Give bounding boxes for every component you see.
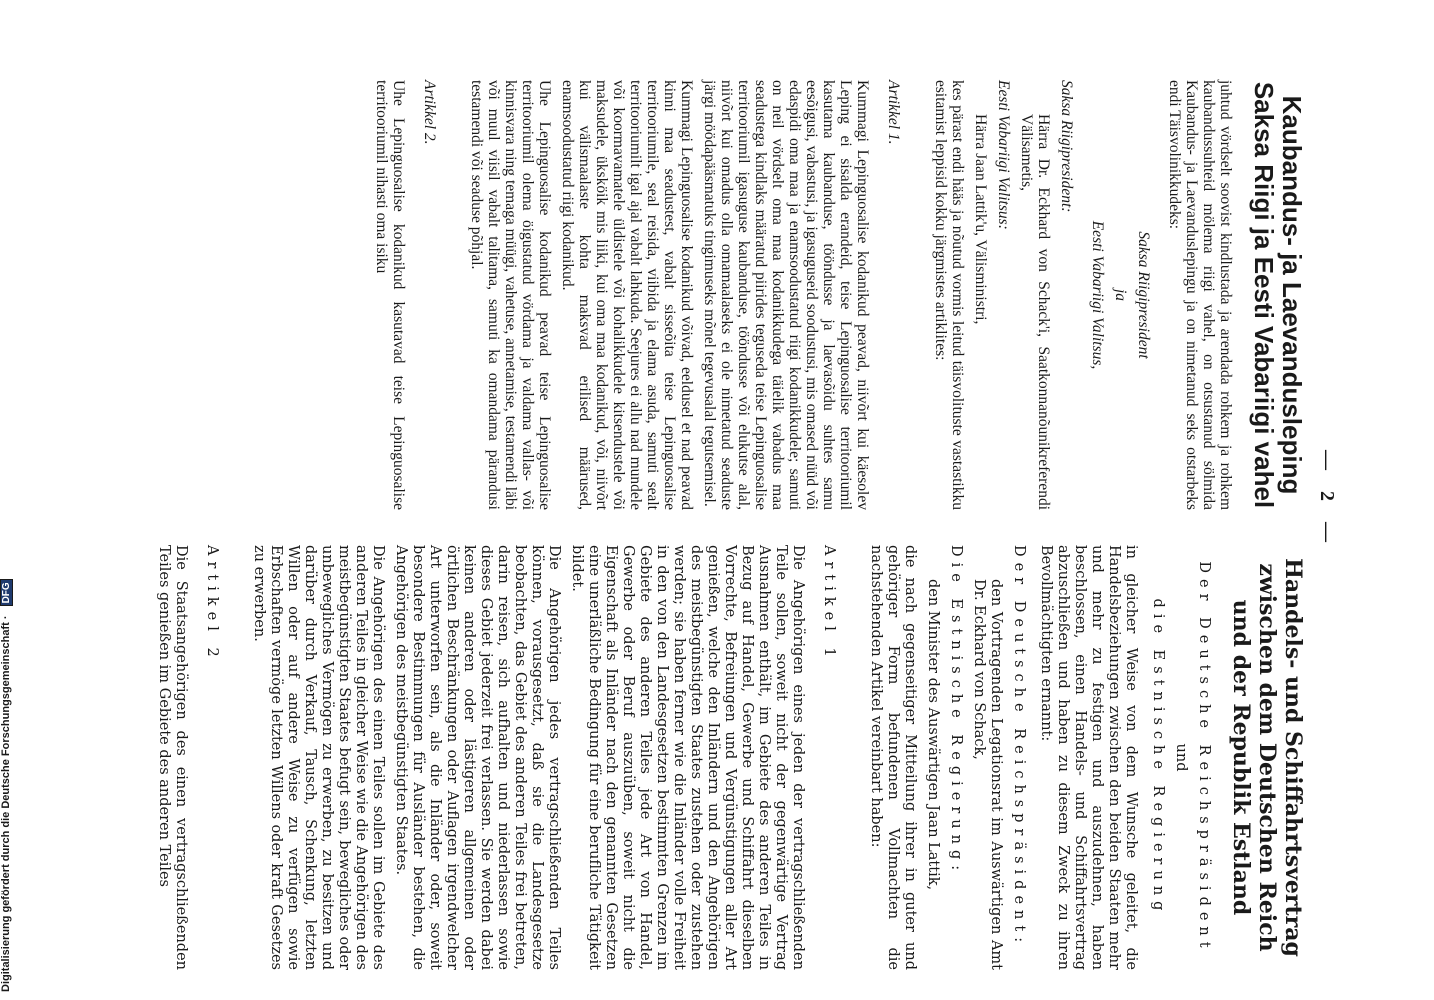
german-rep1-heading: Der Deutsche Reichspräsident: bbox=[1011, 545, 1027, 949]
estonian-rep2-heading: Eesti Vabariigi Valitsus: bbox=[995, 80, 1012, 230]
german-rep2-heading: Die Estnische Regierung: bbox=[948, 545, 964, 877]
german-party-1: Der Deutsche Reichspräsident bbox=[1196, 561, 1212, 954]
german-article-2-para-1: Die Staatsangehörigen des einen vertragschließenden Teiles genießen im Gebiete des anderen Teiles bbox=[156, 545, 189, 970]
german-column bbox=[149, 545, 1306, 970]
german-article-1-para-1: Die Angehörigen eines jeden der vertragschließenden Teile sollen, soweit nicht der gegenwärtige Vertrag Ausnahmen enthält, im Gebiete des anderen Teiles in Bezug auf Handel, Gewerbe und Schiffahrt dieselben Vorrechte, Befreiungen und Vergünstigungen aller Art genießen, welche den Inländern und den Angehörigen des meistbegünstigten Staates zustehen oder zustehen werden; sie haben ferner wie die Inländer volle Freiheit in den von den Landesgesetzen bestimmten Grenzen im Gebiete des anderen Teiles jede Art von Handel, Gewerbe oder Beruf auszuüben, soweit nicht die Eigenschaft als Inländer nach den genannten Gesetzen eine unerläßliche Bedingung für eine berufliche Tätigkeit bildet. bbox=[569, 545, 806, 970]
estonian-article-1-para-2: Kummagi Lepinguosalise kodanikud võivad, eeldusel et nad peavad kinni maa seadustest, vabalt sisseõita teise Lepinguosalise territooriumile, seal reisida, viibida ja elama asuda, samuti sealt territooriumilt igal ajal vabalt lahkuda. Seejures ei allu nad mundele või koormavamatele üldistele või kohalikkudele kitsendustele või maksudele, üksköik mis liiki, kui oma maa kodanikud, või, niivõrt kui välismaalaste kohta maksvad erilised määrused, enamsoodustatud riigi kodanikud. bbox=[559, 80, 695, 510]
estonian-rep2: Härra Jaan Lattik'u, Välisministri, bbox=[972, 114, 989, 325]
estonian-article-2-para-1: Uhe Lepinguosalise kodanikud kasutavad teise Lepinguosalise territooriumil nihasti oma isiku bbox=[373, 80, 407, 510]
estonian-article-2-heading: Artikkel 2. bbox=[421, 80, 438, 145]
estonian-article-1-para-3: Uhe Lepinguosalise kodanikud peavad teise Lepinguosalise territooriumil olema öigustatud vördama ja valdama vallas- või kinnisvara ning temaga müügi, vahetuse, annetamise, testamendi läbi või muul viisil vabalt talitama, samuti ka omandama pärandusi testamendi või seaduse põhjal. bbox=[468, 80, 553, 510]
german-and: und bbox=[1173, 743, 1189, 772]
german-title: Handels- und Schiffahrtsvertrag zwischen dem Deutschen Reich und der Republik Estland bbox=[1228, 558, 1306, 957]
estonian-rep1-heading: Saksa Riigipresident: bbox=[1058, 80, 1075, 213]
estonian-preamble-2: kes pärast endi hääs ja nõutud vormis leitud täisvolituste vastastikku esitamist leppisid kokku järgmistes artiklites: bbox=[932, 80, 966, 510]
german-article-1-para-3: Die Angehörigen des einen Teiles sollen im Gebiete des anderen Teiles in gleicher Weise wie die Angehörigen des meistbegünstigten Staates befugt sein, bewegliches oder unbewegliches Vermögen zu erwerben, zu besitzen und darüber durch Verkauf, Tausch, Schenkung, letzten Willen oder auf andere Weise zu verfügen sowie Erbschaften vermöge letzten Willens oder kraft Gesetzes zu erwerben. bbox=[251, 545, 386, 970]
dfg-logo: DFG bbox=[0, 579, 13, 606]
estonian-rep1: Härra Dr. Eckhard von Schack'i, Saatkonnanõunikreferendi Välisametis, bbox=[1018, 114, 1052, 510]
estonian-article-1-heading: Artikkel 1. bbox=[885, 80, 902, 145]
german-article-1-para-2: Die Angehörigen jedes vertragschließenden Teiles können, vorausgesetzt, daß sie die Landesgesetze beobachten, das Gebiet des anderen Teiles frei betreten, darin reisen, sich aufhalten und niederlassen sowie dieses Gebiet jederzeit frei verlassen. Sie werden dabei keinen anderen oder lästigeren allgemeinen oder örtlichen Beschränkungen oder Auflagen irgendwelcher Art unterworfen sein, als die Inländer oder, soweit besondere Bestimmungen für Ausländer bestehen, die Angehörigen des meistbegünstigten Staates. bbox=[393, 545, 562, 970]
footer-text: Digitalisierung gefördert durch die Deutsche Forschungsgemeinschaft bbox=[0, 622, 12, 992]
digitization-footer: Digitalisierung gefördert durch die Deutsche Forschungsgemeinschaft · DFG bbox=[0, 0, 18, 1000]
german-rep2: den Minister des Auswärtigen Jaan Lattik, bbox=[925, 579, 941, 891]
estonian-preamble: juhtud vördselt soovist kindlustada ja arendada rohkem ja rohkem kaubandussuhteid mölema riigi vahel, on otsustanud sölmida Kaubandus- ja Laevanduslepingu ja on nimetanud seks otstarbeks endi Täisvolinikkudeks: bbox=[1166, 80, 1234, 510]
estonian-party-2: Eesti Vabariigi Valitsus, bbox=[1089, 220, 1106, 370]
german-rep1: den Vortragenden Legationsrat im Auswärtigen Amt Dr. Eckhard von Schack, bbox=[971, 579, 1004, 970]
estonian-article-1-para-1: Kummagi Lepinguosalise kodanikud peavad, niivõrt kui käesolev Leping ei sisalda erandeid, teise Lepinguosalise territooriumil kasutama kaubanduse, tööndusse ja laevasõidu suhtes samu eesõigusi, vabastusi, ja igasuguseid soodustusi, mis omased nüüd või edaspidi oma maa ja enamsoodustatud riigi kodanikkudele; samuti on neil vördselt oma maa kodanikkudega täielik vabadus maa seadustega kindlaks määratud piirides teguseda teise Lepinguosalise territooriumil igasuguse kaubanduse, tööndusse või elukutse alal, niivõrt kui omadus olla omamaalaseks ei ole nimetatud seaduste järgi möödapääsmatuks tingimuseks mõnel tegevusalal tegutsemisel. bbox=[701, 80, 871, 510]
estonian-party-1: Saksa Riigipresident bbox=[1135, 231, 1152, 359]
page-number: — 2 — bbox=[1316, 450, 1338, 550]
estonian-title: Kaubandus- ja Laevandusleping Saksa Riigi ja Eesti Vabariigi vahel bbox=[1249, 81, 1307, 509]
german-preamble: in gleicher Weise von dem Wunsche geleitet, die Handelsbeziehungen zwischen den beiden Staaten mehr und mehr zu festigen und auszudehnen, haben beschlossen, einen Handels- und Schiffahrtsvertrag abzuschließen und haben zu diesem Zweck zu ihren Bevollmächtigten ernannt: bbox=[1038, 545, 1139, 970]
german-article-1-heading: Artikel 1 bbox=[821, 545, 837, 663]
german-preamble-2: die nach gegenseitiger Mitteilung ihrer in guter und gehöriger Form befundenen Vollmachten die nachstehenden Artikel vereinbart haben: bbox=[868, 545, 918, 970]
german-article-2-heading: Artikel 2 bbox=[204, 545, 220, 663]
estonian-and: ja bbox=[1112, 288, 1129, 302]
estonian-column bbox=[367, 80, 1306, 510]
german-party-2: die Estnische Regierung bbox=[1150, 598, 1166, 917]
